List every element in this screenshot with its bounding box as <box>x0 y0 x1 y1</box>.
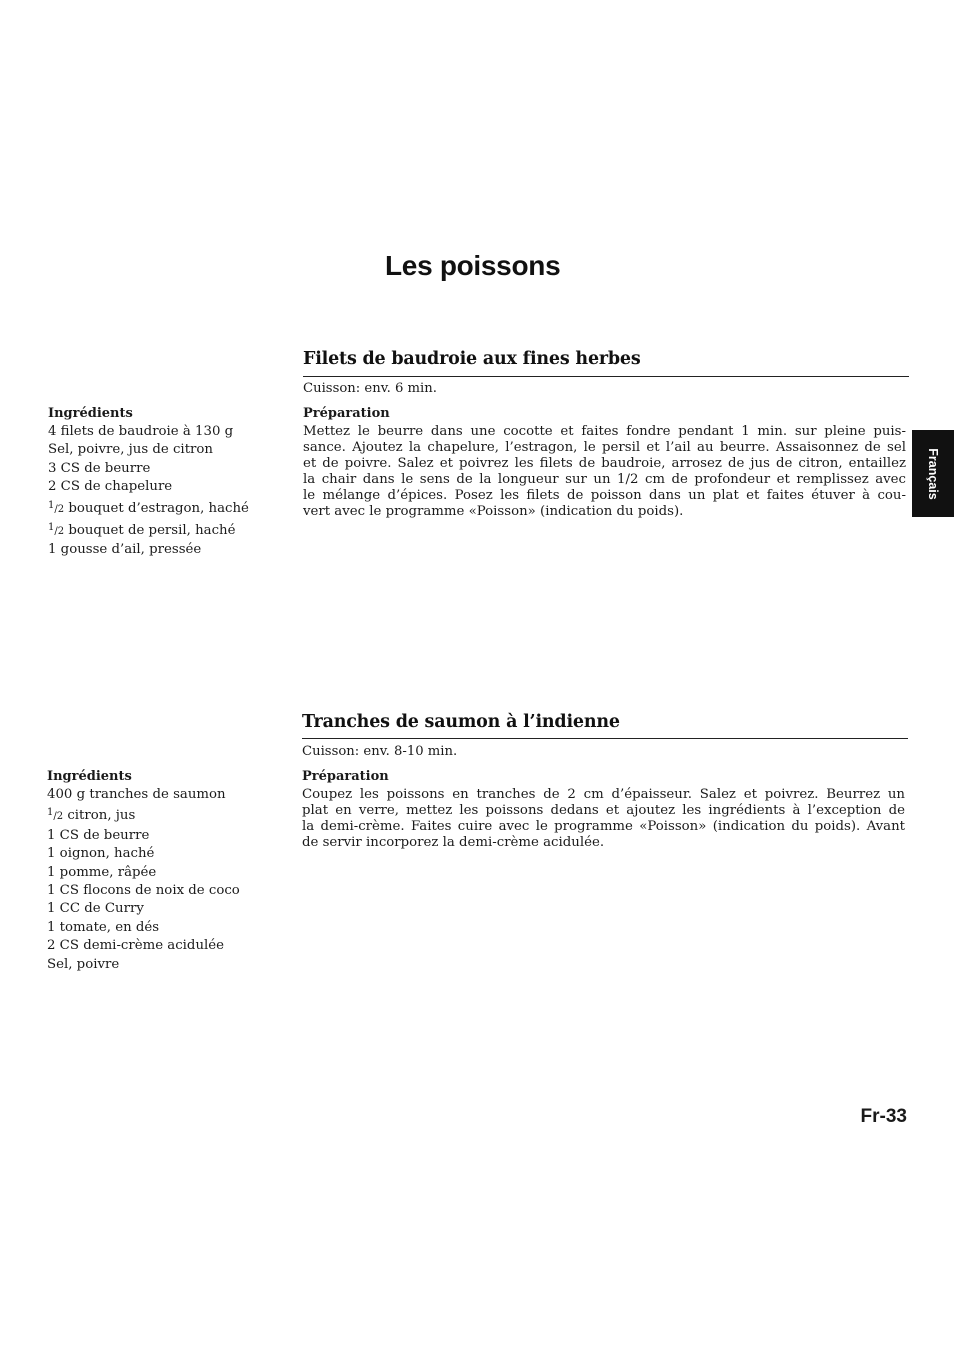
ingredient-item: 3 CS de beurre <box>48 460 151 476</box>
preparation-line: plat en verre, mettez les poissons dedans et ajoutez les ingrédients à l’exception de <box>302 803 905 819</box>
cooking-time: Cuisson: env. 8-10 min. <box>302 744 458 759</box>
ingredient-item: 4 filets de baudroie à 130 g <box>48 424 234 439</box>
ingredient-item: $^1$/2 citron, jus <box>47 807 136 824</box>
ingredients-heading: Ingrédients <box>47 769 132 784</box>
preparation-text <box>302 787 905 851</box>
preparation-line: vert avec le programme «Poisson» (indication du poids). <box>303 504 684 520</box>
preparation-text <box>303 424 906 521</box>
ingredient-item: $^1$/2 bouquet de persil, haché <box>48 522 236 539</box>
fraction: $^1$/2 <box>47 807 64 823</box>
ingredient-item: 400 g tranches de saumon <box>47 787 226 802</box>
preparation-line: Mettez le beurre dans une cocotte et faites fondre pendant 1 min. sur pleine puis- <box>303 424 906 439</box>
ingredients-list <box>48 423 249 560</box>
fraction: $^1$/2 <box>48 522 65 538</box>
page-title: Les poissons <box>385 250 561 281</box>
title-rule <box>302 738 908 739</box>
ingredient-item: 1 oignon, haché <box>47 846 155 862</box>
preparation-line: Coupez les poissons en tranches de 2 cm d’épaisseur. Salez et poivrez. Beurrez un <box>302 787 905 802</box>
ingredients-heading: Ingrédients <box>48 406 133 421</box>
ingredient-item: 2 CS demi-crème acidulée <box>47 938 225 954</box>
language-tab-label: Français <box>926 447 940 500</box>
language-tab <box>912 430 954 517</box>
title-rule <box>303 376 909 377</box>
preparation-heading: Préparation <box>303 406 390 421</box>
ingredient-item: 1 CS de beurre <box>47 827 150 843</box>
ingredient-item: 1 gousse d’ail, pressée <box>48 542 202 558</box>
preparation-line: la demi-crème. Faites cuire avec le programme «Poisson» (indication du poids). Avant <box>302 819 905 835</box>
preparation-line: le mélange d’épices. Posez les filets de poisson dans un plat et faites étuver à cou- <box>303 488 906 504</box>
ingredient-item: 1 tomate, en dés <box>47 919 160 935</box>
fraction: $^1$/2 <box>48 499 65 515</box>
preparation-line: de servir incorporez la demi-crème acidulée. <box>302 835 605 851</box>
recipe-title: Tranches de saumon à l’indienne <box>302 712 620 732</box>
ingredient-item: 1 CS flocons de noix de coco <box>47 883 240 899</box>
ingredient-item: 1 CC de Curry <box>47 901 144 917</box>
ingredient-item: Sel, poivre <box>47 956 120 972</box>
preparation-line: la chair dans le sens de la longueur sur un 1/2 cm de profondeur et remplissez avec <box>303 472 906 488</box>
preparation-line: et de poivre. Salez et poivrez les filets de baudroie, arrosez de jus de citron, entaillez <box>303 456 906 472</box>
recipe-title: Filets de baudroie aux fines herbes <box>303 349 641 369</box>
cooking-time: Cuisson: env. 6 min. <box>303 381 437 396</box>
ingredients-list <box>47 786 240 974</box>
ingredient-item: 1 pomme, râpée <box>47 864 157 880</box>
ingredient-item: $^1$/2 bouquet d’estragon, haché <box>48 499 249 516</box>
preparation-line: sance. Ajoutez la chapelure, l’estragon, le persil et l’ail au beurre. Assaisonnez de sel <box>303 440 906 456</box>
page-number: Fr-33 <box>860 1106 907 1127</box>
preparation-heading: Préparation <box>302 769 389 784</box>
ingredient-item: Sel, poivre, jus de citron <box>48 442 213 458</box>
ingredient-item: 2 CS de chapelure <box>48 479 173 495</box>
